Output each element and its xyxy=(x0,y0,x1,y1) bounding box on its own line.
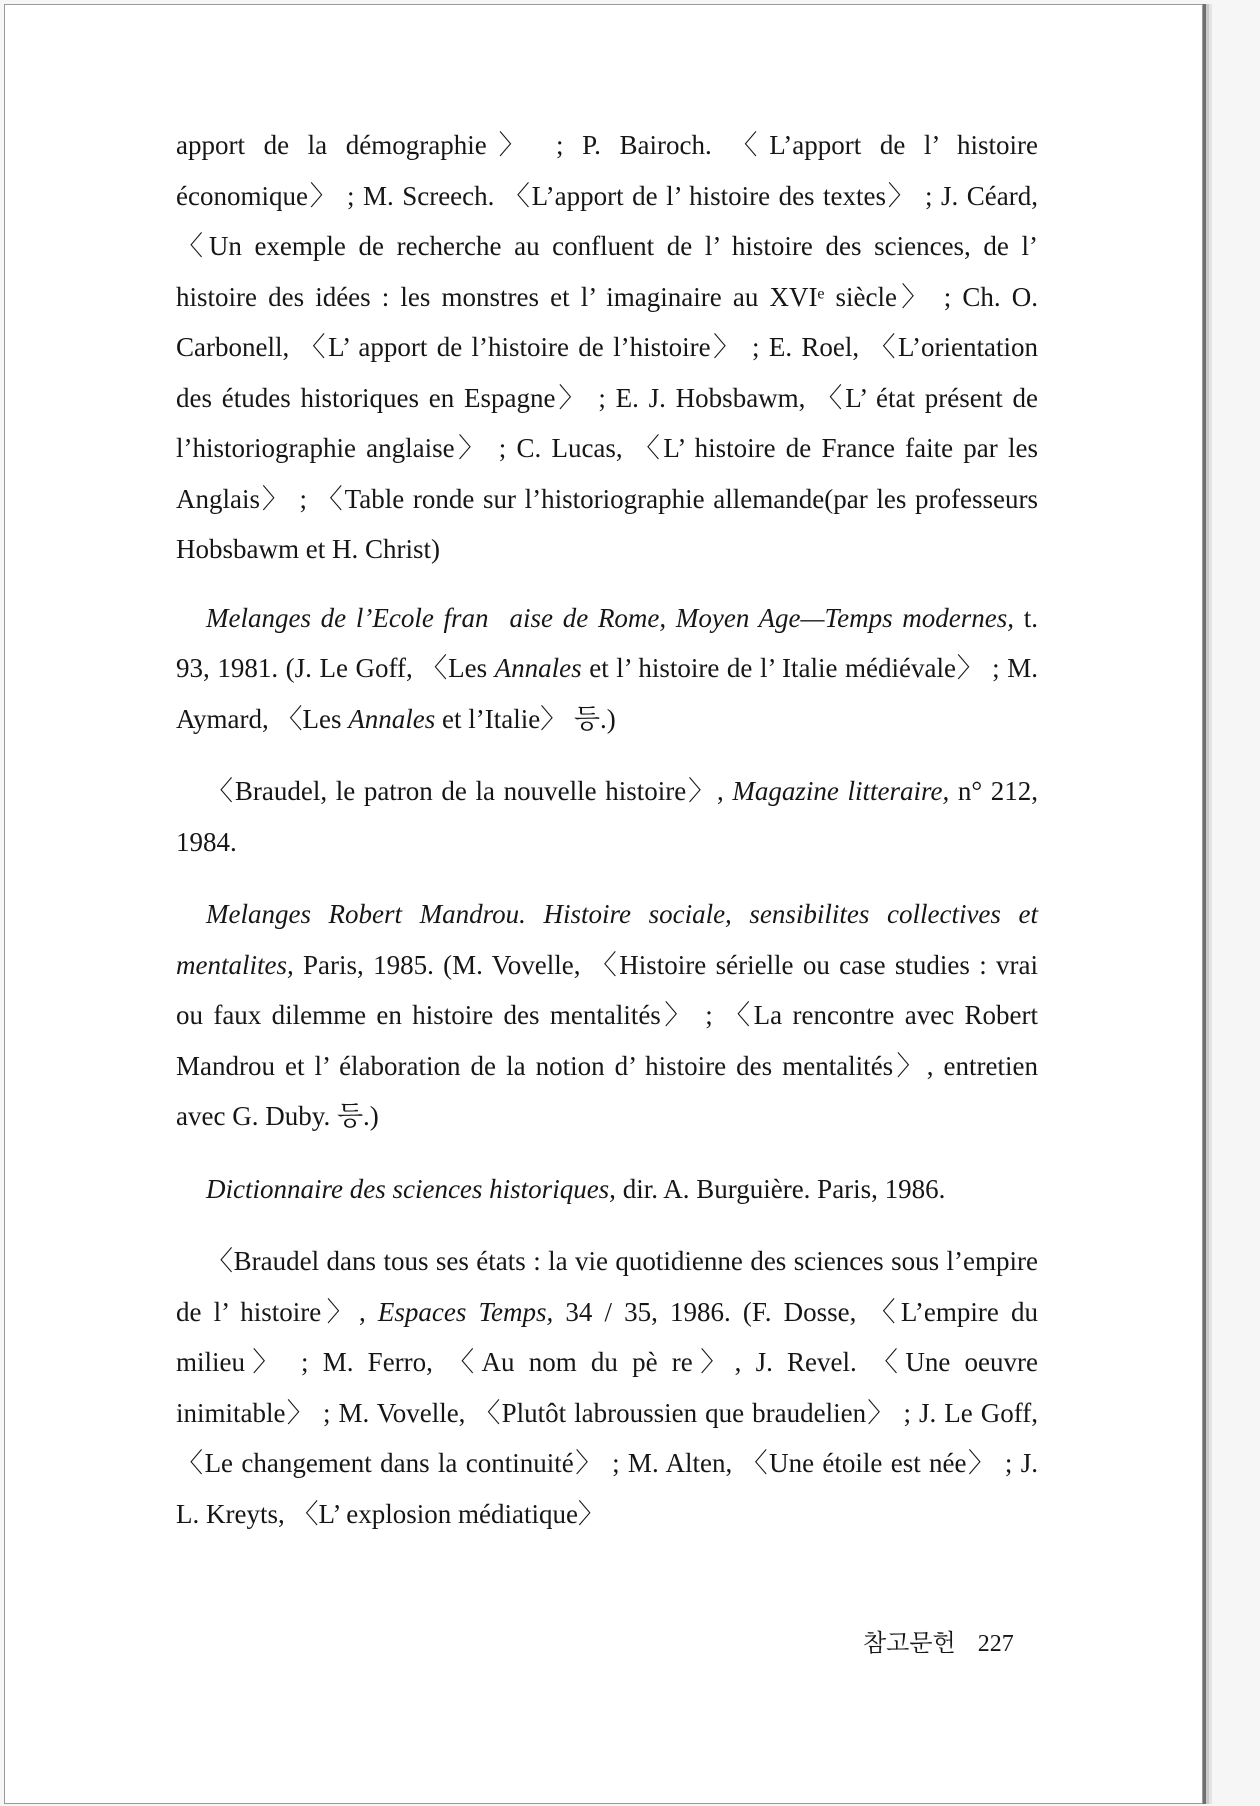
continuation-paragraph: apport de la démographie〉 ; P. Bairoch. 〈L’apport de l’ histoire économique〉 ; M. Screech. 〈L’apport de l’ histoire des textes〉 ; J. Céard, 〈Un exemple de recherche au confluent de l’ histoire des sciences, de l’ histoire des idées : les monstres et l’ imaginaire au XVIᵉ siècle〉 ; Ch. O. Carbonell, 〈L’ apport de l’histoire de l’histoire〉 ; E. Roel, 〈L’orientation des études historiques en Espagne〉 ; E. J. Hobsbawm, 〈L’ état présent de l’historiographie anglaise〉 ; C. Lucas, 〈L’ histoire de France faite par les Anglais〉 ; 〈Table ronde sur l’historiographie allemande(par les professeurs Hobsbawm et H. Christ) xyxy=(176,130,1038,564)
running-section-title: 참고문헌 xyxy=(863,1631,956,1657)
entry-italic: Annales xyxy=(494,653,582,683)
entry-text: 34 / 35, 1986. (F. Dosse, 〈L’empire du milieu〉 ; M. Ferro, 〈Au nom du pè re〉, J. Revel. 〈Une oeuvre inimitable〉 ; M. Vovelle, 〈Plutôt labroussien que braudelien〉 ; J. Le Goff, 〈Le changement dans la continuité〉 ; M. Alten, 〈Une étoile est née〉 ; J. L. Kreyts, 〈L’ explosion médiatique〉 xyxy=(176,1296,1038,1529)
bibliography-entry xyxy=(176,889,1038,1142)
entry-text: dir. A. Burguière. Paris, 1986. xyxy=(615,1173,946,1204)
bibliography-entry xyxy=(176,766,1038,867)
page-number: 227 xyxy=(977,1631,1014,1657)
entry-text: et l’ histoire de l’ Italie médiévale〉 ; M. Aymard, 〈Les xyxy=(176,653,1038,734)
bibliography-entry xyxy=(176,1236,1038,1539)
entry-italic: Espaces Temps, xyxy=(377,1296,554,1327)
entry-text: et l’Italie〉 등.) xyxy=(435,703,616,734)
bibliography-entry xyxy=(176,1164,1038,1215)
entry-title: Melanges Robert Mandrou. Histoire sociale, sensibilites collectives et mentalites, xyxy=(176,899,1038,980)
entry-title: Dictionnaire des sciences historiques, xyxy=(206,1173,616,1204)
entry-italic: Annales xyxy=(348,703,436,734)
page-footer xyxy=(863,1623,1014,1658)
entry-text: n° 212, 1984. xyxy=(176,776,1038,857)
document-page xyxy=(4,4,1203,1804)
entry-title: Melanges de l’Ecole fran aise de Rome, Moyen Age—Temps modernes, xyxy=(206,602,1015,633)
entry-italic: Magazine litteraire, xyxy=(732,776,950,806)
bibliography-entry xyxy=(176,593,1038,745)
entry-text: t. 93, 1981. (J. Le Goff, 〈Les xyxy=(176,602,1038,683)
entry-text: 〈Braudel, le patron de la nouvelle histoire〉, xyxy=(206,776,733,806)
entry-text: Paris, 1985. (M. Vovelle, 〈Histoire sérielle ou case studies : vrai ou faux dilemme en histoire des mentalités〉 ; 〈La rencontre avec Robert Mandrou et l’ élaboration de la notion d’ histoire des mentalités〉, entretien avec G. Duby. 등.) xyxy=(176,949,1038,1131)
bibliography-body xyxy=(176,120,1038,1539)
entry-text: 〈Braudel dans tous ses états : la vie quotidienne des sciences sous l’empire de l’ histoire〉, xyxy=(176,1246,1038,1327)
